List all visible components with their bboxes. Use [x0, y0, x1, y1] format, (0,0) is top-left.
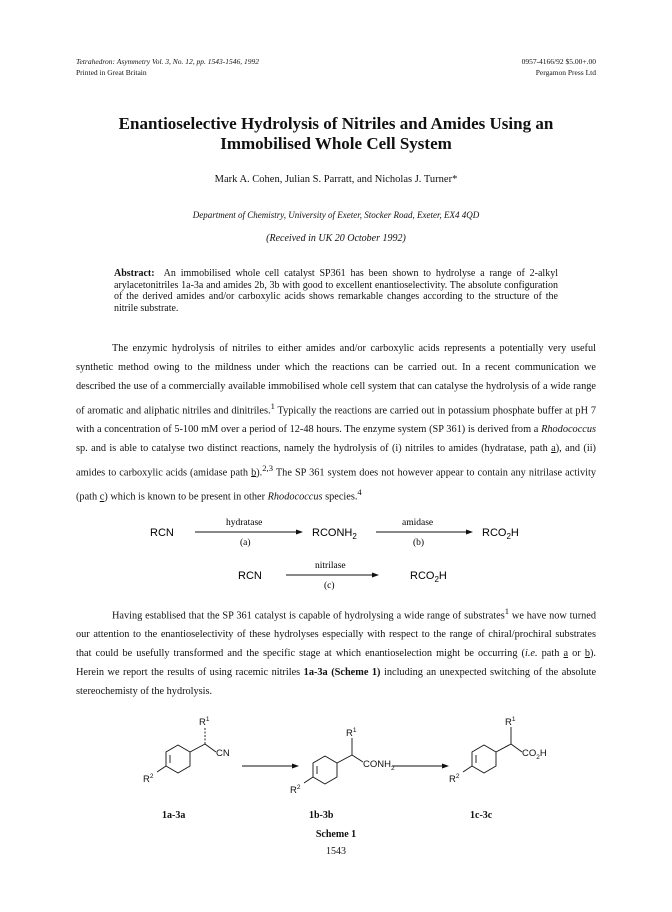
- para1-text-c: sp. and is able to catalyse two distinct reactions, namely the hydrolysis of (i) nitriles to amides (hydratase, path: [76, 442, 552, 454]
- para1-text-d: ), and (ii) amides to carboxylic acids (amidase path: [76, 442, 596, 479]
- ref-1: 1: [270, 400, 275, 411]
- path-b-label: (b): [413, 538, 425, 548]
- amidase-label: amidase: [402, 518, 434, 528]
- publisher-name: Pergamon Press Ltd: [535, 68, 596, 77]
- path-c-label: (c): [324, 581, 335, 591]
- rco2h-label-2: $RCO_2H$: [410, 570, 447, 584]
- title-line-1: Enantioselective Hydrolysis of Nitriles and Amides Using an: [118, 114, 554, 133]
- para1-text-a: The enzymic hydrolysis of nitriles to either amides and/or carboxylic acids represents a potentially very useful synthetic method owing to the mildness under which the reactions can be carried out. In a recent communication we described the use of a commercially available immobilised whole cell system that can catalyse the hydrolysis of a wide range of aromatic and aliphatic nitriles and dinitriles.: [76, 343, 596, 417]
- arrowhead: [292, 764, 299, 769]
- conh2-label: $CONH_2$: [363, 759, 395, 772]
- ref-4: 4: [357, 487, 362, 498]
- para2-text-e: ). Herein we report the results of using racemic nitriles: [76, 648, 596, 679]
- affiliation: Department of Chemistry, University of Exeter, Stocker Road, Exeter, EX4 4QD: [192, 210, 480, 220]
- rconh2-label: $RCONH_2$: [312, 527, 357, 541]
- scheme-1-structures: [157, 727, 522, 784]
- para1-text-g: ) which is known to be present in other: [104, 491, 268, 503]
- r2-label-3: $R^2$: [449, 773, 460, 785]
- hydrolysis-pathways: [150, 518, 519, 591]
- scheme-ref: (Scheme 1): [331, 667, 381, 679]
- compound-label-2: 1b-3b: [309, 810, 334, 821]
- co2h-label: $CO_2H$: [522, 748, 547, 761]
- genus-rhodococcus: Rhodococcus: [541, 424, 596, 436]
- journal-citation: Tetrahedron: Asymmetry Vol. 3, No. 12, pp. 1543-1546, 1992: [76, 57, 260, 66]
- arrowhead: [466, 530, 473, 535]
- para2-text-a: Having establised that the SP 361 catalyst is capable of hydrolysing a wide range of substrates: [112, 610, 505, 622]
- rcn-label: RCN: [150, 527, 174, 539]
- r1-label-3: $R^1$: [505, 716, 516, 728]
- path-b-ref-2: b: [584, 648, 590, 660]
- ref-1b: 1: [504, 606, 510, 616]
- ref-2-3: 2,3: [262, 462, 273, 473]
- received-date: (Received in UK 20 October 1992): [266, 233, 406, 244]
- scheme-caption: Scheme 1: [315, 829, 357, 840]
- amide-structure: [304, 738, 363, 784]
- para2-text-d: or: [568, 648, 585, 660]
- compound-label-1: 1a-3a: [162, 810, 186, 821]
- arrowhead: [442, 764, 449, 769]
- title-line-2: Immobilised Whole Cell System: [220, 134, 452, 153]
- author-list: Mark A. Cohen, Julian S. Parratt, and Nicholas J. Turner*: [214, 174, 458, 185]
- para1-text-f: The SP 361 system does not however appear to contain any nitrilase activity (path: [76, 467, 596, 503]
- ie-abbrev: i.e.: [524, 648, 538, 660]
- para1-text-h: species.: [322, 491, 358, 503]
- r1-label: $R^1$: [199, 716, 210, 728]
- acid-structure: [463, 727, 522, 773]
- abstract-label: Abstract:: [114, 268, 155, 279]
- rcn-label-2: RCN: [238, 570, 262, 582]
- r2-label-2: $R^2$: [290, 784, 301, 796]
- r1-label-2: $R^1$: [346, 727, 357, 739]
- path-b-ref: b: [251, 467, 257, 479]
- para2-text-g: including an unexpected switching of the absolute stereochemisty of the hydrolysis.: [76, 667, 597, 698]
- r2-label: $R^2$: [143, 773, 154, 785]
- para2-text-b: we have now turned our attention to the enantioselectivity of these hydrolyses especially with respect to the range of chiral/prochiral substrates that could be usefully transformed and the specific stage at which enantioselection might be occurring (: [76, 610, 596, 660]
- para1-text-b: Typically the reactions are carried out in potassium phosphate buffer at pH 7 with a concentration of 5-100 mM over a period of 12-48 hours. The enzyme system (SP 361) is derived from a: [76, 405, 596, 436]
- printed-location: Printed in Great Britain: [76, 68, 147, 77]
- rco2h-label: $RCO_2H$: [482, 527, 519, 541]
- nitrilase-label: nitrilase: [315, 561, 346, 571]
- para2-text-c: path: [537, 648, 564, 660]
- cn-label: CN: [216, 748, 230, 759]
- scheme-1-labels: [143, 716, 547, 796]
- abstract-text: An immobilised whole cell catalyst SP361 has been shown to hydrolyse a range of 2-alkyl arylacetonitriles 1a-3a and amides 2b, 3b with good to excellent enantioselectivity. The absolute configuration of the derived amides and/or carboxylic acids shows remarkable changes according to the structure of the nitrile substrate.: [114, 268, 558, 314]
- para1-text-e: ).: [256, 467, 263, 479]
- page-number: 1543: [326, 846, 346, 857]
- hydratase-label: hydratase: [226, 518, 263, 528]
- path-c-ref: c: [99, 491, 105, 503]
- path-a-ref-2: a: [563, 648, 569, 660]
- issn-code: 0957-4166/92 $5.00+.00: [521, 57, 596, 66]
- nitrile-structure: [157, 727, 216, 773]
- genus-rhodococcus-2: Rhodococcus: [267, 491, 323, 503]
- arrowhead: [372, 573, 379, 578]
- path-a-ref: a: [551, 442, 556, 454]
- path-a-label: (a): [240, 538, 251, 548]
- arrowhead: [296, 530, 303, 535]
- compound-label-3: 1c-3c: [470, 810, 493, 821]
- compound-ref: 1a-3a: [303, 667, 328, 679]
